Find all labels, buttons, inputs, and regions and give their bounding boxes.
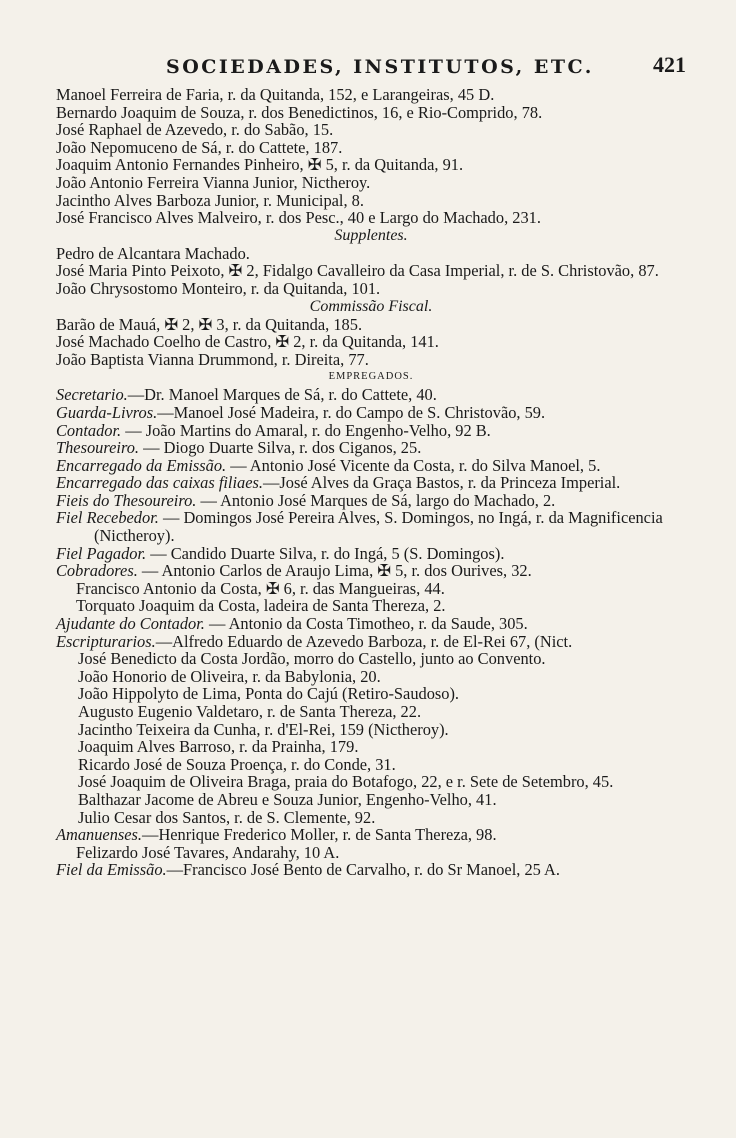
list-item: José Maria Pinto Peixoto, ✠ 2, Fidalgo Cavalleiro da Casa Imperial, r. de S. Christovão, 87. bbox=[56, 261, 659, 281]
role-label: Amanuenses. bbox=[56, 825, 143, 845]
commissao-list bbox=[56, 316, 686, 369]
list-item: Joaquim Alves Barroso, r. da Prainha, 179. bbox=[78, 737, 359, 757]
list-item: Jacintho Teixeira da Cunha, r. d'El-Rei, 159 (Nictheroy). bbox=[78, 719, 449, 739]
directory-page bbox=[56, 52, 686, 879]
role-label: Fieis do Thesoureiro. bbox=[56, 490, 197, 510]
list-item: Julio Cesar dos Santos, r. de S. Clemente, 92. bbox=[78, 807, 376, 827]
empregados-list bbox=[56, 386, 686, 879]
list-item: João Nepomuceno de Sá, r. do Cattete, 187. bbox=[56, 137, 343, 157]
role-label: Fiel Recebedor. bbox=[56, 508, 159, 528]
list-item bbox=[56, 633, 686, 651]
role-label: Fiel Pagador. bbox=[56, 543, 147, 563]
list-item bbox=[56, 422, 686, 440]
list-item bbox=[56, 474, 686, 492]
role-label: Thesoureiro. bbox=[56, 438, 140, 458]
role-label: Escripturarios. bbox=[56, 631, 156, 651]
entry-text: — Antonio Carlos de Araujo Lima, ✠ 5, r. dos Ourives, 32. bbox=[137, 561, 532, 581]
role-label: Guarda-Livros. bbox=[56, 402, 158, 422]
role-label: Encarregado da Emissão. bbox=[56, 455, 227, 475]
role-label: Ajudante do Contador. bbox=[56, 614, 205, 634]
entry-text: — Diogo Duarte Silva, r. dos Ciganos, 25. bbox=[139, 438, 422, 458]
list-item: Joaquim Antonio Fernandes Pinheiro, ✠ 5, r. da Quitanda, 91. bbox=[56, 155, 464, 175]
entry-text: — Antonio da Costa Timotheo, r. da Saude, 305. bbox=[204, 614, 528, 634]
list-item: Torquato Joaquim da Costa, ladeira de Santa Thereza, 2. bbox=[76, 596, 446, 616]
entry-text: — Candido Duarte Silva, r. do Ingá, 5 (S. Domingos). bbox=[146, 543, 505, 563]
entry-text: —Dr. Manoel Marques de Sá, r. do Cattete, 40. bbox=[127, 385, 437, 405]
directors-list bbox=[56, 86, 686, 227]
entry-text: — João Martins do Amaral, r. do Engenho-Velho, 92 B. bbox=[121, 420, 491, 440]
entry-text: —Alfredo Eduardo de Azevedo Barboza, r. de El-Rei 67, (Nict. bbox=[155, 631, 573, 651]
page-header bbox=[56, 52, 686, 86]
list-item bbox=[56, 404, 686, 422]
list-item: João Chrysostomo Monteiro, r. da Quitanda, 101. bbox=[56, 278, 381, 298]
list-item: Pedro de Alcantara Machado. bbox=[56, 243, 250, 263]
list-item bbox=[56, 439, 686, 457]
list-item: José Benedicto da Costa Jordão, morro do Castello, junto ao Convento. bbox=[78, 649, 546, 669]
role-label: Contador. bbox=[56, 420, 122, 440]
role-label: Cobradores. bbox=[56, 561, 138, 581]
list-item: Bernardo Joaquim de Souza, r. dos Benedictinos, 16, e Rio-Comprido, 78. bbox=[56, 102, 543, 122]
list-item: João Baptista Vianna Drummond, r. Direita, 77. bbox=[56, 349, 369, 369]
list-item: Jacintho Alves Barboza Junior, r. Municipal, 8. bbox=[56, 190, 364, 210]
list-item bbox=[56, 492, 686, 510]
role-label: Encarregado das caixas filiaes. bbox=[56, 473, 263, 493]
list-item bbox=[56, 457, 686, 475]
entry-text: — Domingos José Pereira Alves, S. Domingos, no Ingá, r. da Magnificencia (Nictheroy). bbox=[94, 508, 663, 546]
running-head: SOCIEDADES, INSTITUTOS, ETC. bbox=[166, 56, 594, 78]
list-item bbox=[56, 509, 686, 544]
entry-text: — Antonio José Vicente da Costa, r. do Silva Manoel, 5. bbox=[226, 455, 601, 475]
list-item: Francisco Antonio da Costa, ✠ 6, r. das Mangueiras, 44. bbox=[76, 578, 445, 598]
entry-text: —Francisco José Bento de Carvalho, r. do Sr Manoel, 25 A. bbox=[166, 860, 560, 880]
list-item bbox=[56, 615, 686, 633]
entry-text: —Manoel José Madeira, r. do Campo de S. Christovão, 59. bbox=[157, 402, 546, 422]
list-item: José Raphael de Azevedo, r. do Sabão, 15. bbox=[56, 120, 334, 140]
supplentes-list bbox=[56, 245, 686, 298]
entry-text: — Antonio José Marques de Sá, largo do Machado, 2. bbox=[196, 490, 556, 510]
list-item: Manoel Ferreira de Faria, r. da Quitanda, 152, e Larangeiras, 45 D. bbox=[56, 85, 495, 104]
list-item bbox=[56, 861, 686, 879]
list-item: José Joaquim de Oliveira Braga, praia do Botafogo, 22, e r. Sete de Setembro, 45. bbox=[78, 772, 614, 792]
list-item bbox=[56, 562, 686, 580]
page-number: 421 bbox=[653, 52, 686, 77]
section-heading-commissao: Commissão Fiscal. bbox=[309, 297, 433, 315]
list-item: João Honorio de Oliveira, r. da Babylonia, 20. bbox=[78, 666, 381, 686]
section-heading-empregados: EMPREGADOS. bbox=[328, 371, 414, 383]
list-item: Balthazar Jacome de Abreu e Souza Junior, Engenho-Velho, 41. bbox=[78, 789, 497, 809]
list-item bbox=[56, 545, 686, 563]
role-label: Secretario. bbox=[56, 385, 128, 405]
list-item: José Machado Coelho de Castro, ✠ 2, r. da Quitanda, 141. bbox=[56, 332, 439, 352]
list-item: José Francisco Alves Malveiro, r. dos Pesc., 40 e Largo do Machado, 231. bbox=[56, 208, 541, 228]
list-item: João Hippolyto de Lima, Ponta do Cajú (Retiro-Saudoso). bbox=[78, 684, 460, 704]
role-label: Fiel da Emissão. bbox=[56, 860, 167, 880]
section-heading-supplentes: Supplentes. bbox=[334, 226, 408, 244]
list-item bbox=[56, 826, 686, 844]
list-item: João Antonio Ferreira Vianna Junior, Nictheroy. bbox=[56, 172, 371, 192]
list-item: Ricardo José de Souza Proença, r. do Conde, 31. bbox=[78, 754, 396, 774]
list-item: Felizardo José Tavares, Andarahy, 10 A. bbox=[76, 842, 340, 862]
entry-text: —Henrique Frederico Moller, r. de Santa Thereza, 98. bbox=[142, 825, 497, 845]
list-item: Augusto Eugenio Valdetaro, r. de Santa Thereza, 22. bbox=[78, 702, 422, 721]
entry-text: —José Alves da Graça Bastos, r. da Princeza Imperial. bbox=[262, 473, 621, 493]
list-item bbox=[56, 386, 686, 404]
list-item: Barão de Mauá, ✠ 2, ✠ 3, r. da Quitanda, 185. bbox=[56, 314, 363, 334]
